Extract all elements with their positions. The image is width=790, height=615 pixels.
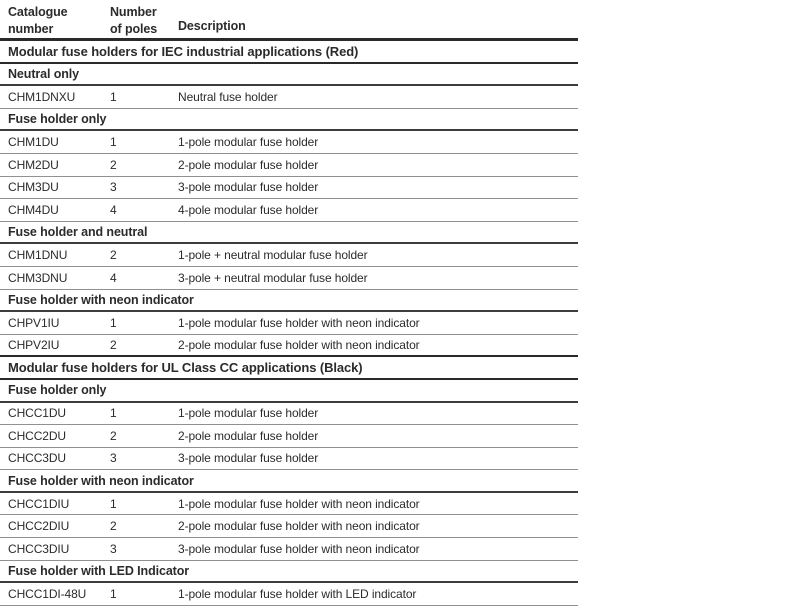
subsection-header — [0, 64, 578, 87]
description-cell: 1-pole modular fuse holder with neon indicator — [178, 496, 420, 511]
catalogue-number-cell: CHPV1IU — [8, 315, 60, 330]
catalogue-number-cell: CHM3DNU — [8, 270, 68, 285]
column-header-line: number — [8, 22, 54, 36]
catalogue-number-cell: CHCC1DU — [8, 406, 66, 421]
section-header — [0, 41, 578, 64]
description-cell: 2-pole modular fuse holder with neon indicator — [178, 519, 420, 534]
poles-cell: 1 — [110, 315, 117, 330]
poles-cell: 2 — [110, 248, 117, 263]
catalogue-number-cell: CHCC2DU — [8, 428, 66, 443]
description-cell: 3-pole modular fuse holder — [178, 451, 319, 466]
subsection-header — [0, 222, 578, 245]
column-header-line: of poles — [110, 22, 158, 36]
catalogue-number-cell: CHM1DNU — [8, 248, 68, 263]
catalogue-number-cell: CHM3DU — [8, 180, 59, 195]
table-row — [0, 515, 578, 538]
description-cell: 1-pole modular fuse holder — [178, 406, 319, 421]
description-cell: 4-pole modular fuse holder — [178, 202, 319, 217]
description-cell: 2-pole modular fuse holder — [178, 157, 319, 172]
column-header-line: Catalogue — [8, 5, 68, 19]
catalogue-number-cell: CHCC3DIU — [8, 541, 70, 556]
description-cell: 3-pole + neutral modular fuse holder — [178, 270, 368, 285]
subsection-header — [0, 290, 578, 313]
subsection-header — [0, 380, 578, 403]
column-header-number-of-poles — [110, 0, 178, 38]
column-header-catalogue-number — [0, 0, 110, 38]
description-cell: 1-pole modular fuse holder with LED indicator — [178, 587, 417, 602]
subsection-title: Fuse holder and neutral — [8, 225, 148, 240]
poles-cell: 2 — [110, 428, 117, 443]
description-cell: Neutral fuse holder — [178, 89, 278, 104]
table-row — [0, 199, 578, 222]
table-row — [0, 493, 578, 516]
table-row — [0, 403, 578, 426]
catalogue-number-cell: CHCC1DIU — [8, 496, 70, 511]
table-row — [0, 312, 578, 335]
table-row — [0, 583, 578, 606]
table-header — [0, 0, 578, 41]
column-header-description — [178, 0, 578, 38]
catalogue-number-cell: CHPV2IU — [8, 338, 60, 353]
subsection-title: Fuse holder with LED Indicator — [8, 563, 190, 578]
poles-cell: 1 — [110, 406, 117, 421]
subsection-title: Neutral only — [8, 66, 80, 81]
poles-cell: 1 — [110, 89, 117, 104]
poles-cell: 4 — [110, 202, 117, 217]
table-row — [0, 131, 578, 154]
catalogue-number-cell: CHCC3DU — [8, 451, 66, 466]
section-title: Modular fuse holders for IEC industrial applications (Red) — [8, 43, 359, 59]
poles-cell: 3 — [110, 180, 117, 195]
description-cell: 1-pole + neutral modular fuse holder — [178, 248, 368, 263]
catalogue-number-cell: CHCC1DI-48U — [8, 587, 87, 602]
catalogue-number-cell: CHCC2DIU — [8, 519, 70, 534]
table-row — [0, 448, 578, 471]
table-row — [0, 425, 578, 448]
subsection-title: Fuse holder only — [8, 112, 107, 127]
poles-cell: 3 — [110, 541, 117, 556]
poles-cell: 2 — [110, 157, 117, 172]
poles-cell: 2 — [110, 519, 117, 534]
catalogue-number-cell: CHM1DNXU — [8, 89, 76, 104]
subsection-header — [0, 561, 578, 584]
table-row — [0, 244, 578, 267]
catalogue-number-cell: CHM2DU — [8, 157, 59, 172]
subsection-header — [0, 470, 578, 493]
poles-cell: 1 — [110, 496, 117, 511]
catalogue-number-cell: CHM1DU — [8, 135, 59, 150]
subsection-title: Fuse holder only — [8, 383, 107, 398]
poles-cell: 3 — [110, 451, 117, 466]
description-cell: 1-pole modular fuse holder — [178, 135, 319, 150]
description-cell: 2-pole modular fuse holder with neon indicator — [178, 338, 420, 353]
section-header — [0, 357, 578, 380]
subsection-title: Fuse holder with neon indicator — [8, 473, 194, 488]
poles-cell: 4 — [110, 270, 117, 285]
table-row — [0, 538, 578, 561]
table-row — [0, 154, 578, 177]
subsection-title: Fuse holder with neon indicator — [8, 292, 194, 307]
poles-cell: 1 — [110, 587, 117, 602]
table-body — [0, 41, 578, 606]
description-cell: 2-pole modular fuse holder — [178, 428, 319, 443]
poles-cell: 1 — [110, 135, 117, 150]
table-row — [0, 177, 578, 200]
table-row — [0, 335, 578, 358]
description-cell: 3-pole modular fuse holder with neon indicator — [178, 541, 420, 556]
catalogue-number-cell: CHM4DU — [8, 202, 59, 217]
table-row — [0, 267, 578, 290]
section-title: Modular fuse holders for UL Class CC applications (Black) — [8, 360, 363, 376]
description-cell: 3-pole modular fuse holder — [178, 180, 319, 195]
description-cell: 1-pole modular fuse holder with neon indicator — [178, 315, 420, 330]
table-row — [0, 86, 578, 109]
column-header-line: Number — [110, 5, 157, 19]
subsection-header — [0, 109, 578, 132]
poles-cell: 2 — [110, 338, 117, 353]
column-header-line: Description — [178, 19, 246, 33]
